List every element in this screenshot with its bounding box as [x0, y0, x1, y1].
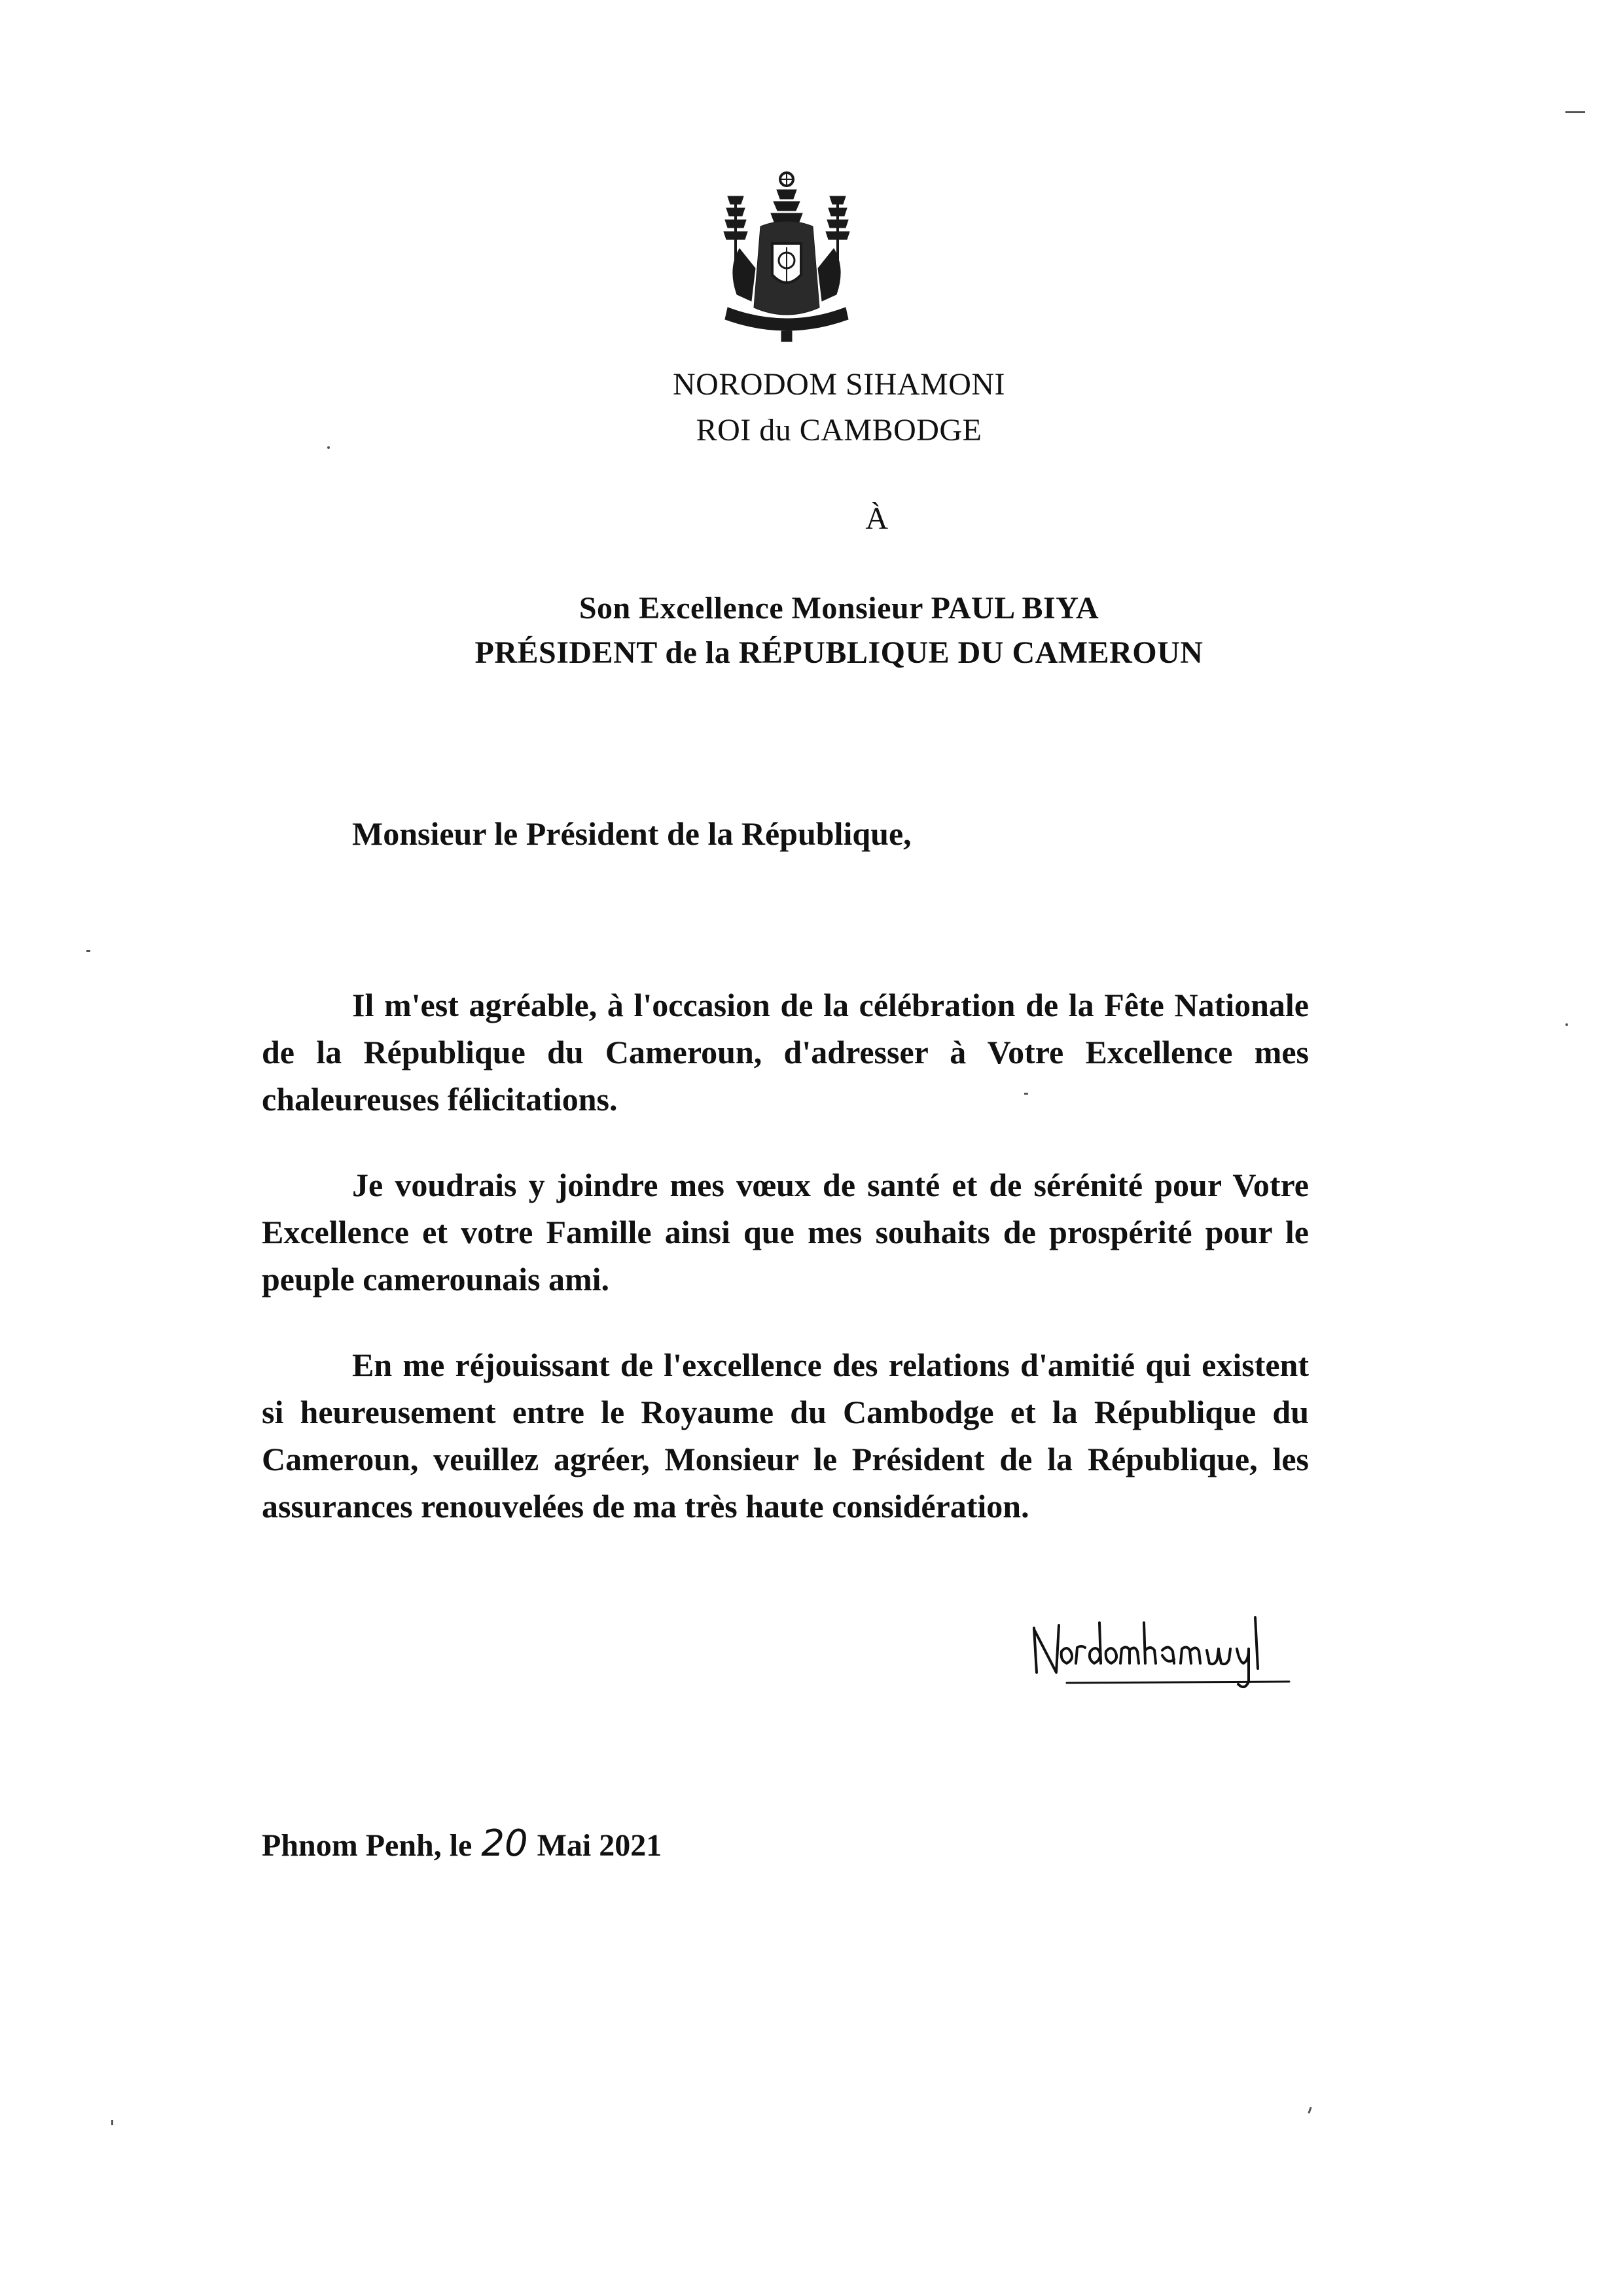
sender-title: ROI du CAMBODGE — [696, 413, 982, 448]
body-paragraph: Il m'est agréable, à l'occasion de la célébration de la Fête Nationale de la République du Cameroun, d'adresser à Votre Excellence mes chaleureuses félicitations. — [262, 987, 1309, 1118]
recipient-name: Son Excellence Monsieur PAUL BIYA — [579, 591, 1099, 626]
recipient-title: PRÉSIDENT de la RÉPUBLIQUE DU CAMEROUN — [474, 635, 1204, 670]
scan-mark — [1565, 111, 1585, 113]
scan-mark — [111, 2120, 113, 2125]
scan-mark — [86, 950, 90, 952]
body-paragraph: Je voudrais y joindre mes vœux de santé et de sérénité pour Votre Excellence et votre Famille ainsi que mes souhaits de prospérité pour le peuple camerounais ami. — [262, 1167, 1309, 1298]
scan-mark — [1308, 2107, 1311, 2113]
closing-date-line — [262, 1822, 662, 1865]
closing-month-year: Mai 2021 — [537, 1828, 662, 1863]
scan-mark — [1565, 1023, 1568, 1026]
body-paragraph: En me réjouissant de l'excellence des relations d'amitié qui existent si heureusement entre le Royaume du Cambodge et la République du Cameroun, veuillez agréer, Monsieur le Président de la République, les assurances renouvelées de ma très haute considération. — [262, 1347, 1309, 1525]
closing-place: Phnom Penh, le — [262, 1828, 473, 1863]
salutation: Monsieur le Président de la République, — [352, 815, 912, 852]
closing-day: 20 — [481, 1822, 528, 1865]
addressee-marker: À — [865, 501, 889, 536]
handwritten-signature — [1027, 1610, 1315, 1708]
sender-name: NORODOM SIHAMONI — [672, 367, 1005, 402]
royal-coat-of-arms-icon — [708, 170, 865, 347]
